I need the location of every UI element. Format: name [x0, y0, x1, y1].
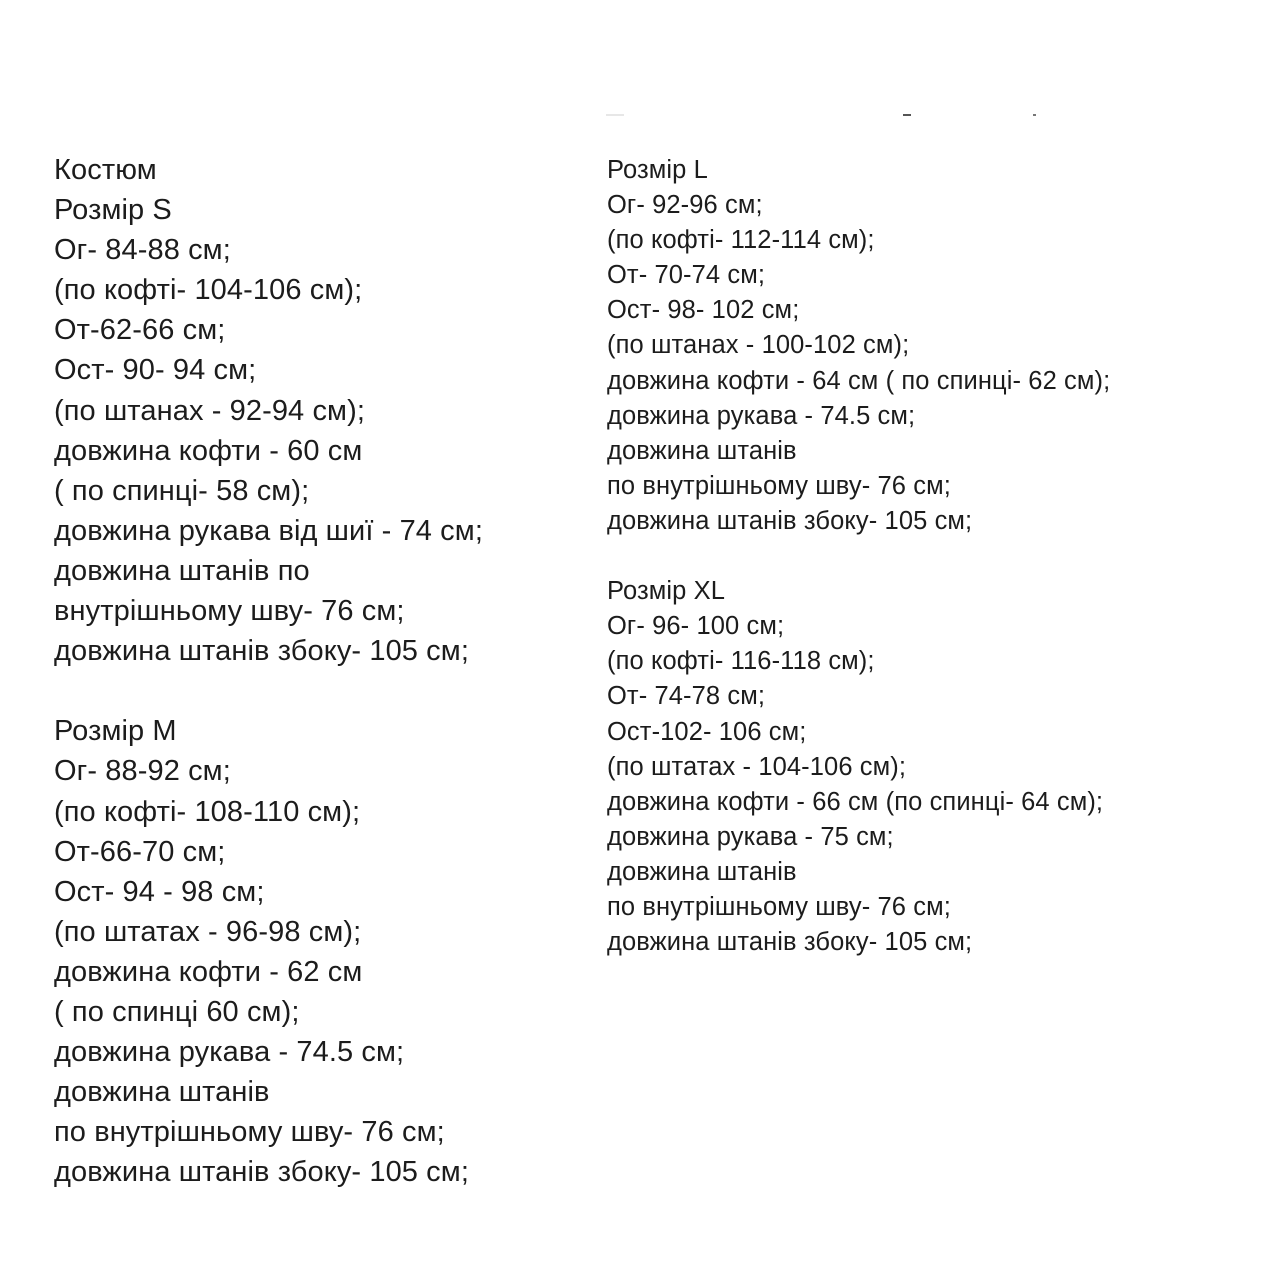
scan-artifact — [903, 114, 911, 116]
size-heading: Розмір S — [54, 194, 172, 227]
measurement-line: (по штанах - 100-102 см); — [607, 331, 910, 360]
measurement-line: ( по спинці 60 см); — [54, 995, 300, 1028]
size-section-xl — [607, 574, 1110, 960]
measurement-line: От-62-66 см; — [54, 314, 226, 347]
measurement-line: ( по спинці- 58 см); — [54, 474, 310, 507]
measurement-line: (по кофті- 104-106 см); — [54, 274, 363, 307]
measurement-line: довжина штанів по — [54, 554, 310, 587]
size-chart-left-column — [54, 150, 483, 1192]
measurement-line: довжина кофти - 66 см (по спинці- 64 см); — [607, 787, 1104, 816]
measurement-line: довжина штанів — [54, 1076, 270, 1109]
measurement-line: Ост- 94 - 98 см; — [54, 875, 265, 908]
measurement-line: довжина кофти - 62 см — [54, 955, 363, 988]
document-title: Костюм — [54, 154, 157, 186]
measurement-line: довжина штанів збоку- 105 см; — [607, 928, 973, 957]
measurement-line: довжина штанів — [607, 857, 797, 886]
size-heading: Розмір XL — [607, 577, 726, 606]
measurement-line: довжина рукава - 74.5 см; — [607, 401, 916, 430]
measurement-line: От-66-70 см; — [54, 835, 226, 868]
measurement-line: довжина штанів збоку- 105 см; — [54, 1156, 469, 1189]
measurement-line: Ост- 90- 94 см; — [54, 354, 257, 387]
section-spacer — [54, 671, 483, 711]
measurement-line: довжина штанів — [607, 436, 797, 465]
scan-artifact — [1033, 114, 1036, 116]
measurement-line: довжина штанів збоку- 105 см; — [54, 635, 469, 668]
measurement-line: Ог- 88-92 см; — [54, 755, 231, 788]
measurement-line: Ост- 98- 102 см; — [607, 296, 800, 325]
measurement-line: по внутрішньому шву- 76 см; — [607, 471, 951, 500]
size-section-l — [607, 153, 1110, 539]
measurement-line: Ог- 84-88 см; — [54, 234, 231, 267]
measurement-line: довжина штанів збоку- 105 см; — [607, 506, 973, 535]
size-heading: Розмір M — [54, 715, 177, 748]
measurement-line: по внутрішньому шву- 76 см; — [54, 1116, 445, 1149]
size-chart-right-column — [607, 153, 1110, 960]
scan-artifact — [606, 114, 624, 116]
measurement-line: Ог- 92-96 см; — [607, 191, 763, 220]
size-heading: Розмір L — [607, 156, 708, 184]
measurement-line: Ог- 96- 100 см; — [607, 612, 785, 641]
measurement-line: Ост-102- 106 см; — [607, 717, 807, 746]
measurement-line: довжина кофти - 64 см ( по спинці- 62 см); — [607, 366, 1111, 395]
measurement-line: От- 74-78 см; — [607, 682, 766, 711]
measurement-line: довжина рукава - 75 см; — [607, 822, 894, 851]
measurement-line: довжина кофти - 60 см — [54, 434, 363, 467]
measurement-line: по внутрішньому шву- 76 см; — [607, 892, 951, 921]
measurement-line: (по штанах - 92-94 см); — [54, 394, 365, 427]
measurement-line: (по штатах - 96-98 см); — [54, 915, 362, 948]
measurement-line: довжина рукава - 74.5 см; — [54, 1036, 405, 1069]
measurement-line: (по кофті- 108-110 см); — [54, 795, 361, 828]
size-section-m — [54, 711, 483, 1192]
section-spacer — [607, 539, 1110, 574]
measurement-line: внутрішньому шву- 76 см; — [54, 595, 405, 628]
measurement-line: (по кофті- 112-114 см); — [607, 226, 875, 255]
measurement-line: (по штатах - 104-106 см); — [607, 752, 907, 781]
measurement-line: От- 70-74 см; — [607, 261, 766, 290]
measurement-line: довжина рукава від шиї - 74 см; — [54, 514, 483, 547]
size-section-s — [54, 190, 483, 671]
measurement-line: (по кофті- 116-118 см); — [607, 647, 875, 676]
